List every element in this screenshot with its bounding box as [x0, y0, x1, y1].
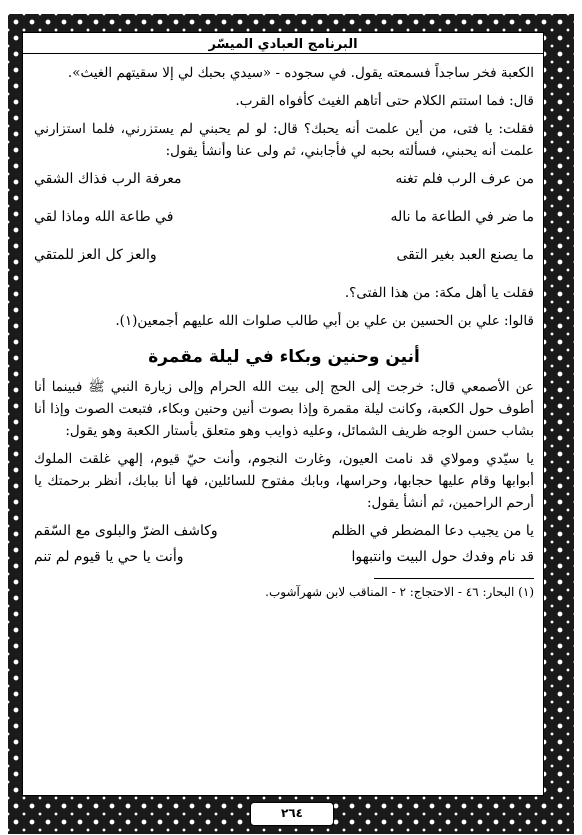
verse-first-hemistich: يا من يجيب دعا المضطر في الظلم [331, 523, 534, 539]
paragraph: يا سيّدي ومولاي قد نامت العيون، وغارت النجوم، وأنت حيّ قيوم، إلهي غلقت الملوك أبوابها وقام عليها حجابها، وحراسها، وبابك مفتوح للسائلين، فها أنا ببابك، أنظر برحمتك يا أرحم الراحمين، ثم أنشأ يقول: [34, 451, 534, 511]
verse-second-hemistich: والعز كل العز للمتقي [34, 247, 157, 263]
poem-verse [34, 546, 534, 568]
poem-block [34, 168, 534, 266]
verse-second-hemistich: وكاشف الضرّ والبلوى مع السّقم [34, 523, 218, 539]
poem-verse [34, 206, 534, 228]
paragraph: قالوا: علي بن الحسين بن علي بن أبي طالب صلوات الله عليهم أجمعين(١). [115, 313, 534, 329]
verse-first-hemistich: ما ضر في الطاعة ما ناله [390, 209, 534, 225]
running-header [22, 32, 544, 54]
poem-verse [34, 168, 534, 190]
paragraph: قال: فما استتم الكلام حتى أتاهم الغيث كأفواه القرب. [235, 93, 534, 109]
paragraph: عن الأصمعي قال: خرجت إلى الحج إلى بيت الله الحرام وإلى زيارة النبي ﷺ فبينما أنا أطوف حول الكعبة، وكانت ليلة مقمرة وإذا بصوت أنين وحنين وبكاء، فتبعت الصوت وإذا أنا بشاب حسن الوجه ظريف الشمائل، وعليه ذوايب وهو متعلق بأستار الكعبة وهو يقول: [34, 379, 534, 439]
footnote: (١) البحار: ٤٦ - الاحتجاج: ٢ - المناقب لابن شهرآشوب. [265, 585, 534, 599]
paragraph: فقلت: يا فتى، من أين علمت أنه يحبك؟ قال: لو لم يحبني لم يستزرني، فلما استزارني علمت أنه يحبني، فسألته بحبه لي فأجابني، ثم ولى عنا وأنشأ يقول: [34, 121, 534, 159]
footnote-separator [374, 578, 534, 579]
verse-first-hemistich: ما يصنع العبد بغير التقى [396, 247, 534, 263]
verse-second-hemistich: معرفة الرب فذاك الشقي [34, 171, 182, 187]
paragraph: الكعبة فخر ساجداً فسمعته يقول. في سجوده - «سيدي بحبك لي إلا سقيتهم الغيث». [67, 65, 534, 81]
poem-block [34, 520, 534, 568]
page-content [34, 62, 534, 601]
verse-first-hemistich: من عرف الرب فلم تغنه [395, 171, 534, 187]
section-heading: أنين وحنين وبكاء في ليلة مقمرة [148, 347, 420, 367]
verse-second-hemistich: وأنت يا حي يا قيوم لم تنم [34, 549, 184, 565]
verse-first-hemistich: قد نام وفدك حول البيت وانتبهوا [351, 549, 534, 565]
verse-second-hemistich: في طاعة الله وماذا لقي [34, 209, 174, 225]
header-title: البرنامج العبادي الميسّر [208, 37, 358, 52]
poem-verse [34, 244, 534, 266]
paragraph: فقلت يا أهل مكة: من هذا الفتى؟. [344, 285, 534, 301]
poem-verse [34, 520, 534, 542]
page-number: ٢٦٤ [250, 802, 334, 826]
